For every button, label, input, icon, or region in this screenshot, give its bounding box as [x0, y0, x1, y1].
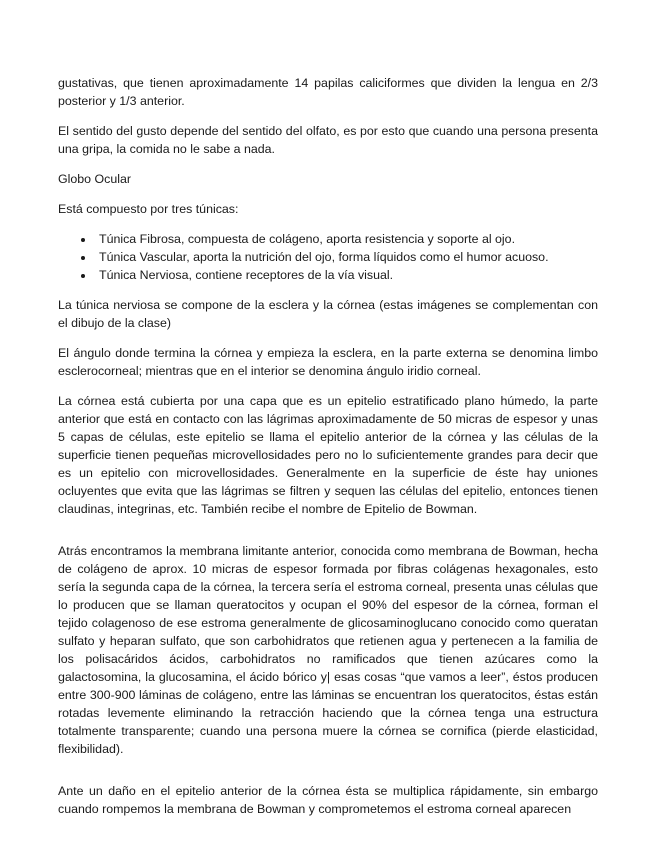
blank-line: [58, 770, 598, 782]
paragraph-cornea-epitelio: La córnea está cubierta por una capa que es un epitelio estratificado plano húmedo, la parte anterior que está en contacto con las lágrimas aproximadamente de 50 micras de espesor y unas 5 capas de células, este epitelio se llama el epitelio anterior de la córnea y las células de la superficie tienen pequeñas microvellosidades pero no lo suficientemente grandes para decir que es un epitelio con microvellosidades. Generalmente en la superficie de éste hay uniones ocluyentes que evita que las lágrimas se filtren y sequen las células del epitelio, entonces tienen claudinas, integrinas, etc. También recibe el nombre de Epitelio de Bowman.: [58, 394, 598, 516]
paragraph-angulo: El ángulo donde termina la córnea y empieza la esclera, en la parte externa se denomina limbo esclerocorneal; mientras que en el interior se denomina ángulo iridio corneal.: [58, 346, 598, 378]
list-item-tunica-nerviosa: • Túnica Nerviosa, contiene receptores de la vía visual.: [95, 266, 598, 284]
blank-line: [58, 530, 598, 542]
section-heading-globo-ocular: Globo Ocular: [58, 172, 132, 186]
list-item-tunica-fibrosa: • Túnica Fibrosa, compuesta de colágeno, aporta resistencia y soporte al ojo.: [95, 230, 598, 248]
paragraph-membrana-bowman: Atrás encontramos la membrana limitante anterior, conocida como membrana de Bowman, hecha de colágeno de aprox. 10 micras de espesor formada por fibras colágenas hexagonales, esto sería la segunda capa de la córnea, la tercera sería el estroma corneal, presenta unas células que lo producen que se llaman queratocitos y ocupan el 90% del espesor de la córnea, forman el tejido colagenoso de ese estroma generalmente de glicosaminoglucano conocido como queratan sulfato y heparan sulfato, que son carbohidratos que retienen agua y pertenecen a la familia de los polisacáridos ácidos, carbohidratos no ramificados que tienen azúcares como la galactosomina, la glucosamina, el ácido bórico y| esas cosas “que vamos a leer”, éstos producen entre 300-900 láminas de colágeno, entre las láminas se encuentran los queratocitos, éstas están rotadas levemente eliminando la retracción haciendo que la córnea tenga una estructura totalmente transparente; cuando una persona muere la córnea se cornifica (pierde elasticidad, flexibilidad).: [58, 544, 599, 756]
list-item-tunica-vascular: • Túnica Vascular, aporta la nutrición del ojo, forma líquidos como el humor acuoso.: [95, 248, 598, 266]
paragraph-tunica-nerviosa: La túnica nerviosa se compone de la esclera y la córnea (estas imágenes se complementan con el dibujo de la clase): [58, 298, 598, 330]
paragraph-gustativas: gustativas, que tienen aproximadamente 14 papilas caliciformes que dividen la lengua en 2/3 posterior y 1/3 anterior.: [58, 76, 598, 108]
paragraph-gusto-olfato: El sentido del gusto depende del sentido del olfato, es por esto que cuando una persona presenta una gripa, la comida no le sabe a nada.: [58, 124, 598, 156]
tunicas-list: [58, 230, 598, 284]
paragraph-dano-epitelio: Ante un daño en el epitelio anterior de la córnea ésta se multiplica rápidamente, sin embargo cuando rompemos la membrana de Bowman y comprometemos el estroma corneal aparecen: [58, 784, 598, 816]
paragraph-tunicas-intro: Está compuesto por tres túnicas:: [58, 202, 239, 216]
